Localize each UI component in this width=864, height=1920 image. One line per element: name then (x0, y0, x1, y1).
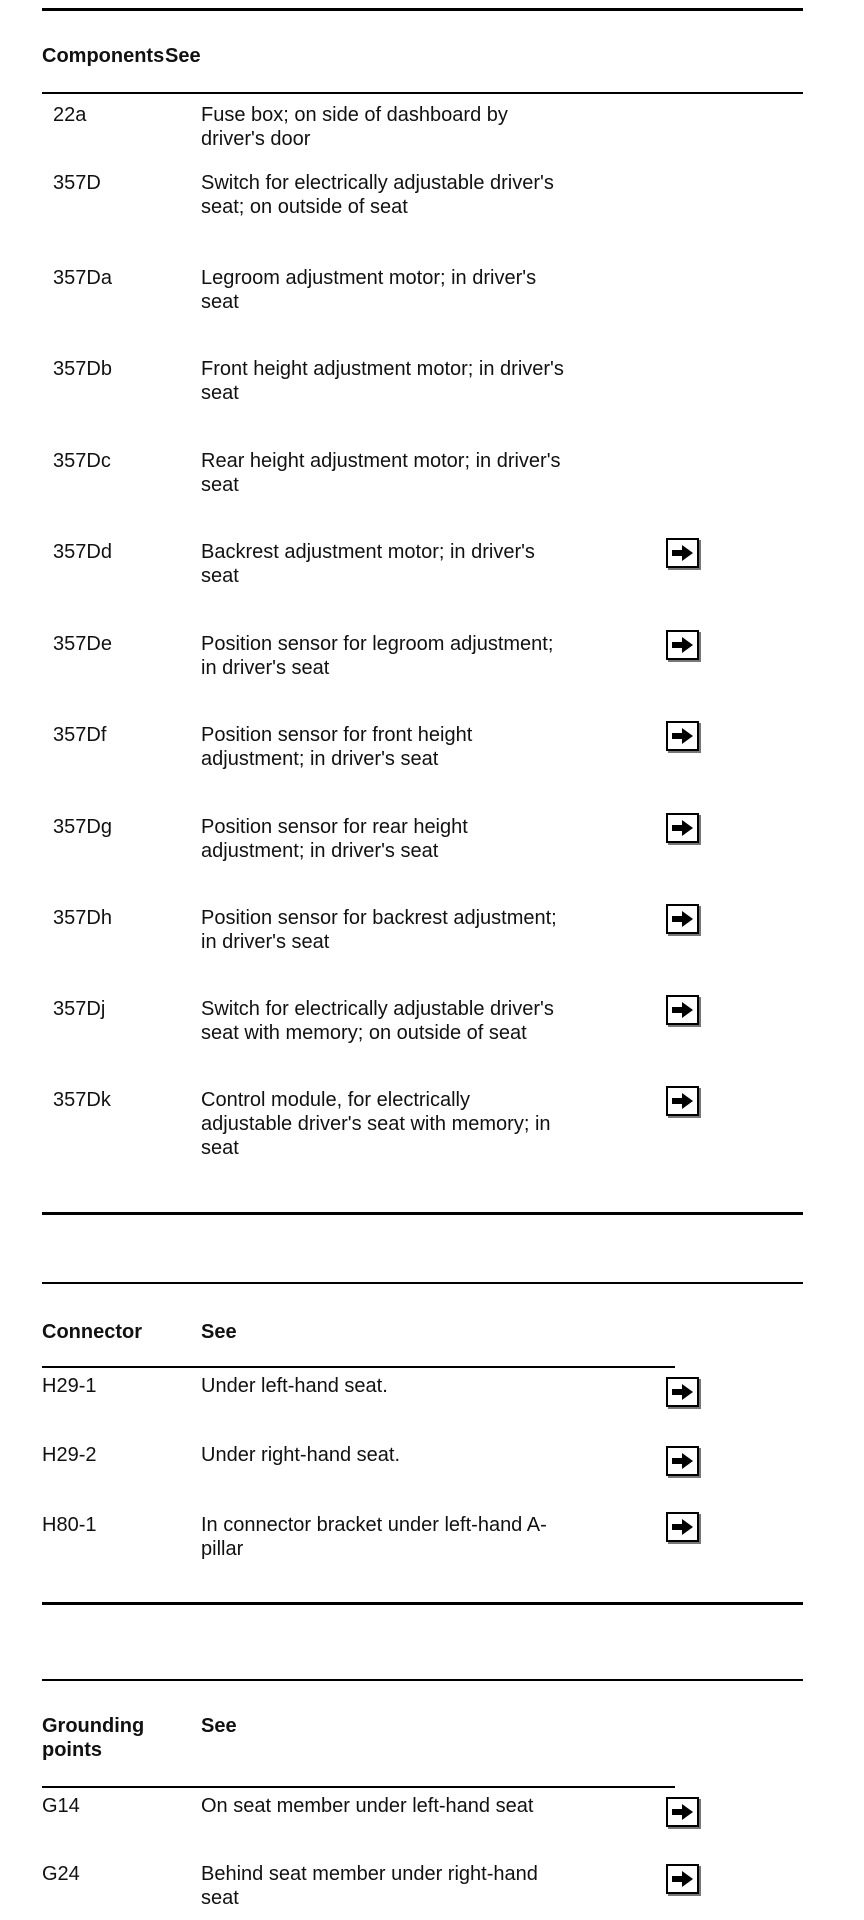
row-description: Under right-hand seat. (201, 1444, 401, 1466)
row-description: Switch for electrically adjustable driver's seat with memory; on outside of seat (201, 998, 554, 1044)
connector-top-rule (42, 1282, 803, 1284)
components-bottom-rule (42, 1212, 803, 1215)
row-code: 357Dd (53, 541, 112, 563)
right-arrow-icon[interactable] (666, 630, 699, 660)
grounding-header: Grounding points (42, 1715, 145, 1761)
row-description: Under left-hand seat. (201, 1375, 388, 1397)
row-code: G14 (42, 1795, 80, 1817)
components-header-rule (42, 92, 803, 94)
row-code: 357Dj (53, 998, 106, 1020)
connector-bottom-rule (42, 1602, 803, 1605)
row-description: Position sensor for rear height adjustment; in driver's seat (201, 816, 468, 862)
section-top-rule (42, 8, 803, 11)
row-code: 357Df (53, 724, 107, 746)
row-code: 357Dh (53, 907, 112, 929)
row-description: Backrest adjustment motor; in driver's seat (201, 541, 535, 587)
row-description: Position sensor for backrest adjustment; in driver's seat (201, 907, 557, 953)
row-code: 357Dg (53, 816, 112, 838)
row-description: Switch for electrically adjustable driver's seat; on outside of seat (201, 172, 554, 218)
row-description: On seat member under left-hand seat (201, 1795, 534, 1817)
right-arrow-icon[interactable] (666, 813, 699, 843)
row-description: Fuse box; on side of dashboard by driver's door (201, 104, 508, 150)
row-code: 357D (53, 172, 101, 194)
right-arrow-icon[interactable] (666, 1377, 699, 1407)
row-code: H80-1 (42, 1514, 97, 1536)
components-see-header: See (165, 45, 201, 67)
right-arrow-icon[interactable] (666, 904, 699, 934)
right-arrow-icon[interactable] (666, 1446, 699, 1476)
right-arrow-icon[interactable] (666, 721, 699, 751)
row-description: Behind seat member under right-hand seat (201, 1863, 538, 1909)
connector-header: Connector (42, 1321, 142, 1343)
row-code: 357Da (53, 267, 112, 289)
row-code: H29-1 (42, 1375, 97, 1397)
row-code: 357De (53, 633, 112, 655)
row-description: Front height adjustment motor; in driver's seat (201, 358, 564, 404)
right-arrow-icon[interactable] (666, 1086, 699, 1116)
row-code: H29-2 (42, 1444, 97, 1466)
row-description: Position sensor for legroom adjustment; in driver's seat (201, 633, 554, 679)
row-code: G24 (42, 1863, 80, 1885)
row-description: In connector bracket under left-hand A- pillar (201, 1514, 547, 1560)
right-arrow-icon[interactable] (666, 1797, 699, 1827)
row-description: Position sensor for front height adjustment; in driver's seat (201, 724, 473, 770)
row-code: 357Db (53, 358, 112, 380)
right-arrow-icon[interactable] (666, 995, 699, 1025)
row-description: Legroom adjustment motor; in driver's seat (201, 267, 537, 313)
row-code: 357Dc (53, 450, 111, 472)
connector-see-header: See (201, 1321, 237, 1343)
row-code: 357Dk (53, 1089, 111, 1111)
right-arrow-icon[interactable] (666, 1512, 699, 1542)
right-arrow-icon[interactable] (666, 538, 699, 568)
row-description: Rear height adjustment motor; in driver's seat (201, 450, 561, 496)
components-header: Components (42, 45, 165, 67)
right-arrow-icon[interactable] (666, 1864, 699, 1894)
row-description: Control module, for electrically adjustable driver's seat with memory; in seat (201, 1089, 551, 1159)
grounding-top-rule (42, 1679, 803, 1681)
grounding-see-header: See (201, 1715, 237, 1737)
row-code: 22a (53, 104, 87, 126)
grounding-header-rule (42, 1786, 675, 1788)
connector-header-rule (42, 1366, 675, 1368)
